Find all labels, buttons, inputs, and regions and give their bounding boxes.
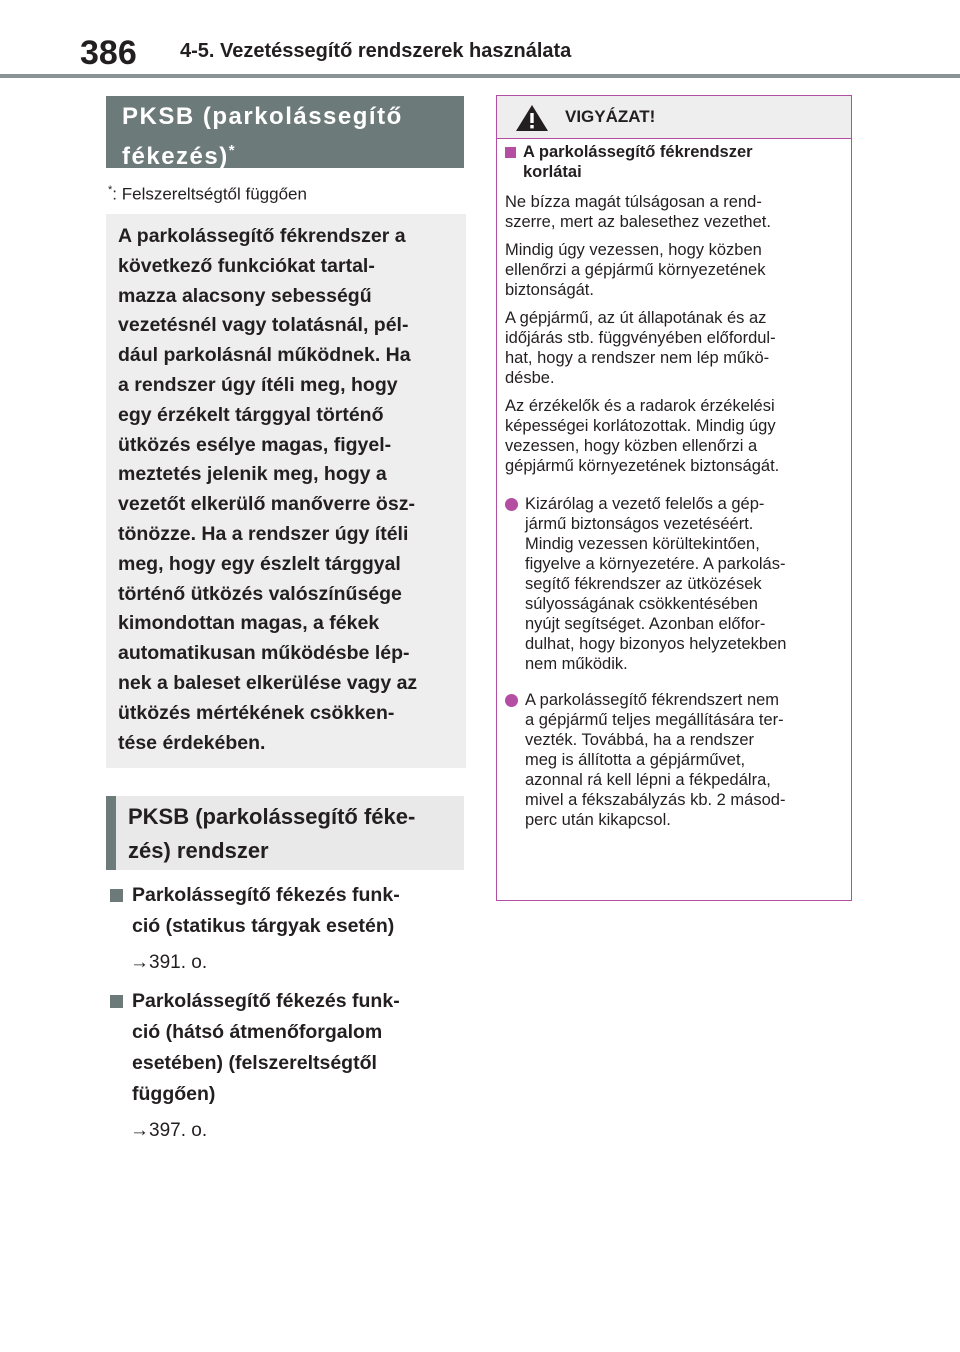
- warning-line: désbe.: [505, 369, 555, 387]
- intro-line: mazza alacsony sebességű: [118, 284, 372, 307]
- warning-line: a gépjármű teljes megállítására ter-: [525, 711, 784, 729]
- warning-line: Az érzékelők és a radarok érzékelési: [505, 397, 775, 415]
- intro-line: ütközés esélye magas, figyel-: [118, 433, 392, 456]
- item-line: ció (statikus tárgyak esetén): [132, 915, 395, 937]
- page-header: [0, 0, 960, 78]
- warning-line: időjárás stb. függvényében előfordul-: [505, 329, 776, 347]
- warning-line: Mindig úgy vezessen, hogy közben: [505, 241, 762, 259]
- title-footnote-marker: *: [228, 142, 237, 159]
- item-line: függően): [132, 1083, 216, 1105]
- intro-line: nek a baleset elkerülése vagy az: [118, 671, 418, 694]
- warning-line: képességei korlátozottak. Mindig úgy: [505, 417, 776, 435]
- warning-line: segítő fékrendszer az ütközések: [525, 575, 762, 593]
- intro-line: a rendszer úgy ítéli meg, hogy: [118, 373, 398, 396]
- warning-line: nem működik.: [525, 655, 628, 673]
- intro-line: meg, hogy egy észlelt tárggyal: [118, 552, 401, 575]
- intro-line: történő ütközés valószínűsége: [118, 582, 402, 605]
- footnote-text: : Felszereltségtől függően: [112, 184, 307, 204]
- intro-line: vezetőt elkerülő manőverre ösz-: [118, 493, 415, 516]
- intro-line: ütközés mértékének csökken-: [118, 701, 395, 724]
- function-item: [110, 880, 460, 942]
- intro-line: meztetés jelenik meg, hogy a: [118, 463, 387, 486]
- warning-line: Mindig vezessen körültekintően,: [525, 535, 760, 553]
- intro-line: automatikusan működésbe lép-: [118, 642, 410, 665]
- warning-line: jármű biztonságos vezetéséért.: [525, 515, 754, 533]
- footnote-marker: *: [108, 184, 113, 196]
- warning-line: A parkolássegítő fékrendszert nem: [525, 691, 780, 709]
- warning-line: figyelve a környezetére. A parkolás-: [525, 555, 786, 573]
- subsection-heading-line-1: PKSB (parkolássegítő féke-: [128, 804, 416, 829]
- page-reference-link[interactable]: →391. o.: [130, 952, 208, 973]
- warning-line: meg is állította a gépjárművet,: [525, 751, 746, 769]
- item-line: ció (hátsó átmenőforgalom: [132, 1021, 383, 1043]
- warning-line: dulhat, hogy bizonyos helyzetekben: [525, 635, 787, 653]
- intro-line: tönözze. Ha a rendszer úgy ítéli: [118, 522, 409, 545]
- intro-line: következő funkciókat tartal-: [118, 254, 375, 277]
- section-title-text: fékezés): [122, 143, 229, 170]
- warning-title: VIGYÁZAT!: [565, 107, 656, 126]
- warning-line: Ne bízza magát túlságosan a rend-: [505, 193, 762, 211]
- circle-bullet-icon: [505, 498, 518, 511]
- square-bullet-icon: [110, 889, 123, 902]
- warning-line: mivel a fékszabályzás kb. 2 másod-: [525, 791, 786, 809]
- warning-line: súlyosságának csökkentésében: [525, 595, 758, 613]
- warning-bullet: [505, 494, 845, 674]
- warning-bullet: [505, 690, 845, 830]
- warning-line: azonnal rá kell lépni a fékpedálra,: [525, 771, 771, 789]
- intro-line: kimondottan magas, a fékek: [118, 612, 380, 635]
- warning-line: szerre, mert az balesethez vezethet.: [505, 213, 771, 231]
- warning-subheading-line: A parkolássegítő fékrendszer: [523, 143, 753, 161]
- intro-line: A parkolássegítő fékrendszer a: [118, 225, 406, 247]
- warning-paragraph: [505, 240, 845, 300]
- warning-line: vezessen, hogy közben ellenőrzi a: [505, 437, 758, 455]
- intro-line: dául parkolásnál működnek. Ha: [118, 344, 411, 367]
- intro-box: [106, 214, 466, 768]
- warning-box: [496, 95, 852, 901]
- warning-body: [505, 142, 845, 830]
- warning-subheading: [505, 142, 845, 182]
- section-title-box: [106, 96, 464, 168]
- warning-line: nyújt segítséget. Azonban előfor-: [525, 615, 766, 633]
- square-bullet-icon: [505, 147, 516, 158]
- chapter-title: 4-5. Vezetéssegítő rendszerek használata: [180, 40, 572, 62]
- intro-line: vezetésnél vagy tolatásnál, pél-: [118, 314, 409, 337]
- page-reference-link[interactable]: →397. o.: [130, 1120, 208, 1141]
- function-item: [110, 986, 460, 1110]
- warning-paragraph: [505, 308, 845, 388]
- warning-header: [497, 96, 851, 139]
- item-line: Parkolássegítő fékezés funk-: [132, 990, 400, 1012]
- warning-line: perc után kikapcsol.: [525, 811, 671, 829]
- warning-line: vezték. Továbbá, ha a rendszer: [525, 731, 755, 749]
- warning-triangle-icon: [515, 104, 549, 132]
- warning-paragraph: [505, 396, 845, 476]
- square-bullet-icon: [110, 995, 123, 1008]
- warning-line: gépjármű környezetének biztonságát.: [505, 457, 780, 475]
- warning-paragraph: [505, 192, 845, 232]
- subsection-heading-line-2: zés) rendszer: [128, 838, 269, 863]
- warning-subheading-line: korlátai: [523, 163, 582, 181]
- intro-line: egy érzékelt tárggyal történő: [118, 403, 384, 426]
- warning-line: biztonságát.: [505, 281, 594, 299]
- warning-line: hat, hogy a rendszer nem lép műkö-: [505, 349, 770, 367]
- warning-line: ellenőrzi a gépjármű környezetének: [505, 261, 766, 279]
- subsection-heading: [106, 796, 464, 870]
- warning-line: Kizárólag a vezető felelős a gép-: [525, 495, 765, 513]
- section-title-line-2: [122, 134, 464, 174]
- warning-line: A gépjármű, az út állapotának és az: [505, 309, 767, 327]
- item-line: esetében) (felszereltségtől: [132, 1052, 377, 1074]
- item-line: Parkolássegítő fékezés funk-: [132, 884, 400, 906]
- circle-bullet-icon: [505, 694, 518, 707]
- intro-line: tése érdekében.: [118, 731, 266, 754]
- page-number: 386: [80, 34, 137, 72]
- header-divider: [0, 74, 960, 78]
- section-title-line-1: PKSB (parkolássegítő: [122, 103, 403, 130]
- footnote: [108, 184, 307, 205]
